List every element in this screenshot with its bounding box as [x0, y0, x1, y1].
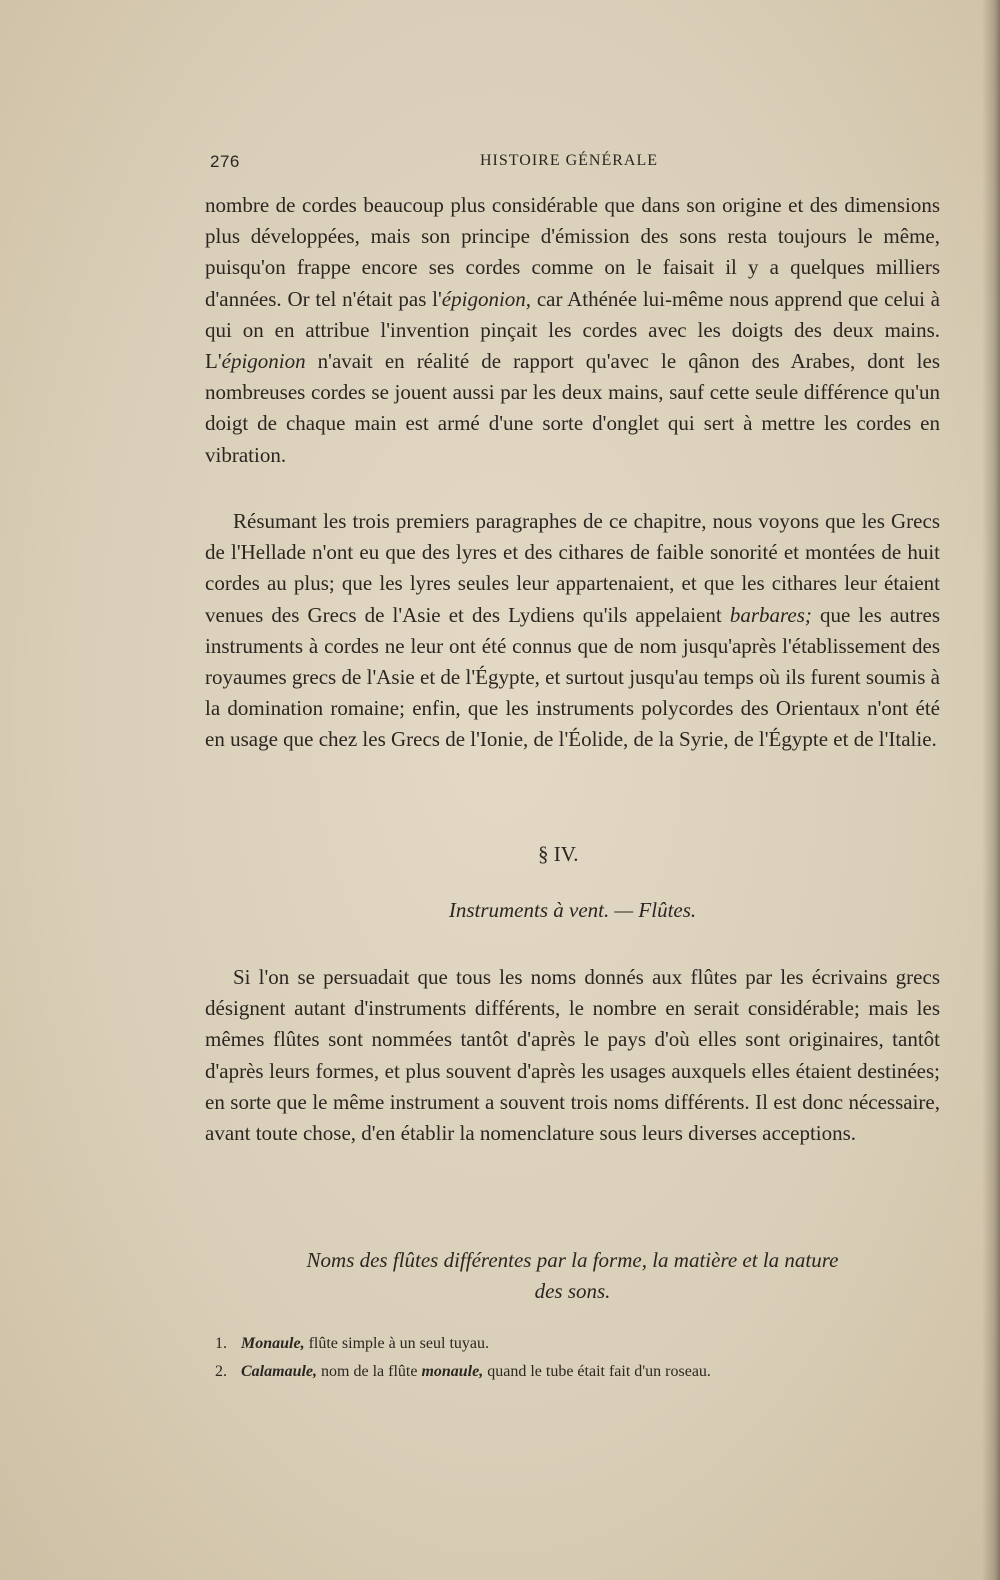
section-heading: § IV. — [538, 842, 579, 866]
italic-term: épigonion, — [441, 286, 532, 311]
page-header — [210, 152, 945, 180]
item-text: quand le tube était fait d'un roseau. — [483, 1363, 711, 1380]
item-number: 1. — [215, 1335, 227, 1352]
paragraph-text: Résumant les trois premiers paragraphes de ce chapitre, nous voyons que les Grecs de l'Hellade n'ont eu que des lyres et des cithares de faible sonorité et montées de huit cordes au plus; que les lyres seules leur appartenaient, et que les cithares leur étaient venues des Grecs de l'Asie et des Lydiens qu'ils appelaient — [205, 509, 940, 627]
item-term: Monaule, — [241, 1335, 305, 1352]
page-number: 276 — [210, 152, 240, 171]
item-text: nom de la flûte — [317, 1363, 422, 1380]
section-subtitle: Instruments à vent. — Flûtes. — [448, 898, 697, 922]
list-item — [215, 1358, 940, 1386]
paragraph-flutes — [205, 962, 940, 1149]
item-text: flûte simple à un seul tuyau. — [304, 1335, 489, 1352]
running-title: HISTOIRE GÉNÉRALE — [480, 152, 659, 169]
italic-term: barbares; — [729, 602, 812, 627]
item-term: monaule, — [421, 1363, 484, 1380]
list-heading — [205, 1245, 940, 1307]
paragraph-text: n'avait en réalité de rapport qu'avec le qânon des Arabes, dont les nombreuses cordes se jouent aussi par les deux mains, sauf cette seule différence qu'un doigt de chaque main est armé d'une sorte d'onglet qui sert à mettre les cordes en vibration. — [205, 349, 940, 467]
italic-term: épigonion — [221, 349, 306, 374]
item-number: 2. — [215, 1363, 227, 1380]
paragraph-summary — [205, 506, 940, 756]
item-term: Calamaule, — [241, 1363, 318, 1380]
paragraph-text: car Athénée lui-même nous apprend que celui à qui on en attribue l'invention pinçait les cordes avec les doigts des deux mains. L' — [205, 286, 941, 374]
paragraph-text: que les autres instruments à cordes ne leur ont été connus que de nom jusqu'après l'établissement des royaumes grecs de l'Asie et de l'Égypte, et surtout jusqu'au temps où ils furent soumis à la domination romaine; enfin, que les instruments polycordes des Orientaux n'ont été en usage que chez les Grecs de l'Ionie, de l'Éolide, de la Syrie, de l'Égypte et de l'Italie. — [205, 602, 940, 752]
list-heading-line: Noms des flûtes différentes par la forme, la matière et la nature — [306, 1248, 839, 1272]
paragraph-text: nombre de cordes beaucoup plus considérable que dans son origine et des dimensions plus développées, mais son principe d'émission des sons resta toujours le même, puisqu'on frappe encore ses cordes comme on le faisait il y a quelques milliers d'années. Or tel n'était pas l' — [205, 193, 940, 311]
list-heading-line: des sons. — [534, 1279, 611, 1303]
page-edge-shadow — [982, 0, 1000, 1580]
list-item — [215, 1330, 940, 1358]
paragraph-epigonion — [205, 190, 940, 471]
flute-list — [215, 1330, 940, 1386]
paragraph-text: Si l'on se persuadait que tous les noms donnés aux flûtes par les écrivains grecs désignent autant d'instruments différents, le nombre en serait considérable; mais les mêmes flûtes sont nommées tantôt d'après le pays d'où elles sont originaires, tantôt d'après leurs formes, et plus souvent d'après les usages auxquels elles étaient destinées; en sorte que le même instrument a souvent trois noms différents. Il est donc nécessaire, avant toute chose, d'en établir la nomenclature sous leurs diverses acceptions. — [205, 965, 940, 1146]
